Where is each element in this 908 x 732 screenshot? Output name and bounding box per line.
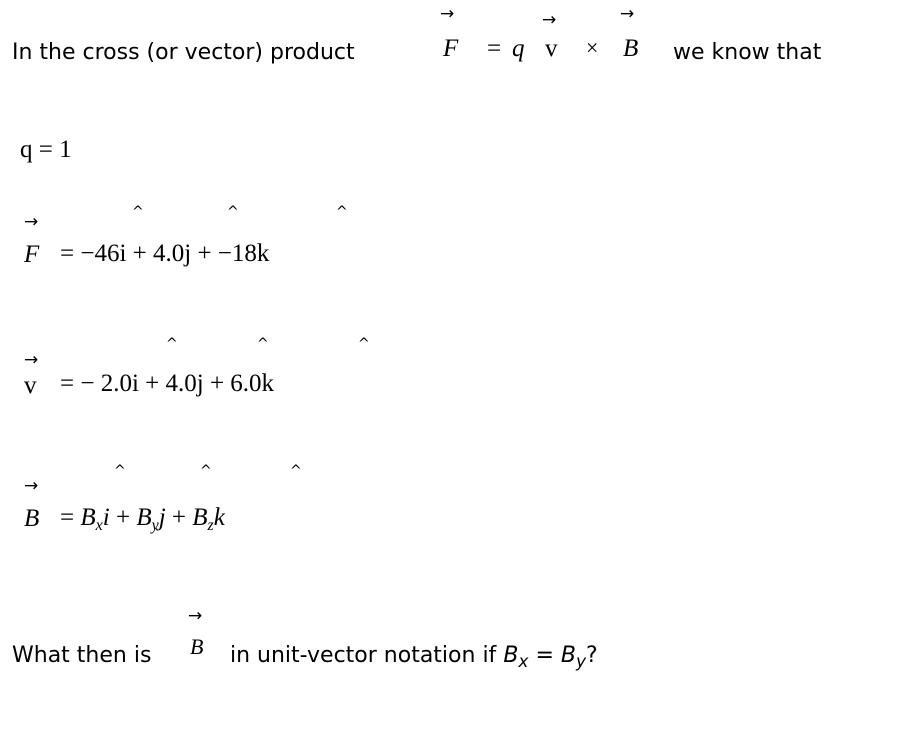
vector-arrow-icon: →	[542, 10, 557, 30]
unit-hat-icon: ^	[290, 463, 302, 479]
f-symbol: F	[24, 241, 40, 268]
q-equation: q = 1	[20, 136, 72, 163]
b-k-unit: k	[213, 504, 225, 531]
question-equals: =	[528, 643, 561, 668]
question-mark: ?	[586, 643, 598, 668]
vector-arrow-icon: →	[24, 350, 39, 370]
formula-b: B	[623, 35, 639, 62]
by-symbol: B	[136, 504, 152, 531]
b-plus-1: +	[115, 504, 131, 531]
bz-symbol: B	[192, 504, 208, 531]
unit-hat-icon: ^	[227, 204, 239, 220]
b-symbol: B	[24, 505, 40, 532]
question-text-middle: in unit-vector notation if	[230, 643, 497, 668]
vector-arrow-icon: →	[440, 4, 455, 24]
unit-hat-icon: ^	[200, 463, 212, 479]
formula-f: F	[443, 35, 459, 62]
b-plus-2: +	[171, 504, 187, 531]
bx-symbol: B	[80, 504, 96, 531]
by-subscript: y	[151, 517, 159, 534]
formula-q: q	[512, 35, 525, 62]
formula-equals: =	[487, 35, 502, 62]
question-bx: B	[503, 643, 519, 668]
v-symbol: v	[24, 372, 37, 399]
unit-hat-icon: ^	[257, 336, 269, 352]
v-components: = − 2.0i + 4.0j + 6.0k	[60, 370, 275, 397]
b-i-unit: i	[102, 504, 110, 531]
unit-hat-icon: ^	[114, 463, 126, 479]
unit-hat-icon: ^	[336, 204, 348, 220]
question-by-subscript: y	[575, 652, 587, 672]
bx-subscript: x	[95, 517, 103, 534]
vector-arrow-icon: →	[620, 4, 635, 24]
b-j-unit: j	[158, 504, 166, 531]
intro-text: In the cross (or vector) product	[12, 40, 355, 65]
vector-arrow-icon: →	[24, 212, 39, 232]
vector-arrow-icon: →	[24, 476, 39, 496]
intro-text-after: we know that	[673, 40, 822, 65]
formula-v: v	[545, 35, 558, 62]
unit-hat-icon: ^	[358, 336, 370, 352]
vector-arrow-icon: →	[188, 606, 203, 626]
unit-hat-icon: ^	[166, 336, 178, 352]
bz-subscript: z	[207, 517, 214, 534]
formula-cross: ×	[586, 35, 599, 60]
b-equals: =	[60, 504, 75, 531]
question-condition	[230, 643, 598, 672]
question-text: What then is	[12, 643, 152, 668]
unit-hat-icon: ^	[132, 204, 144, 220]
question-bx-subscript: x	[518, 652, 529, 672]
question-by: B	[560, 643, 576, 668]
b-components	[60, 504, 225, 532]
f-components: = −46i + 4.0j + −18k	[60, 240, 270, 267]
question-b-symbol: B	[190, 634, 204, 659]
